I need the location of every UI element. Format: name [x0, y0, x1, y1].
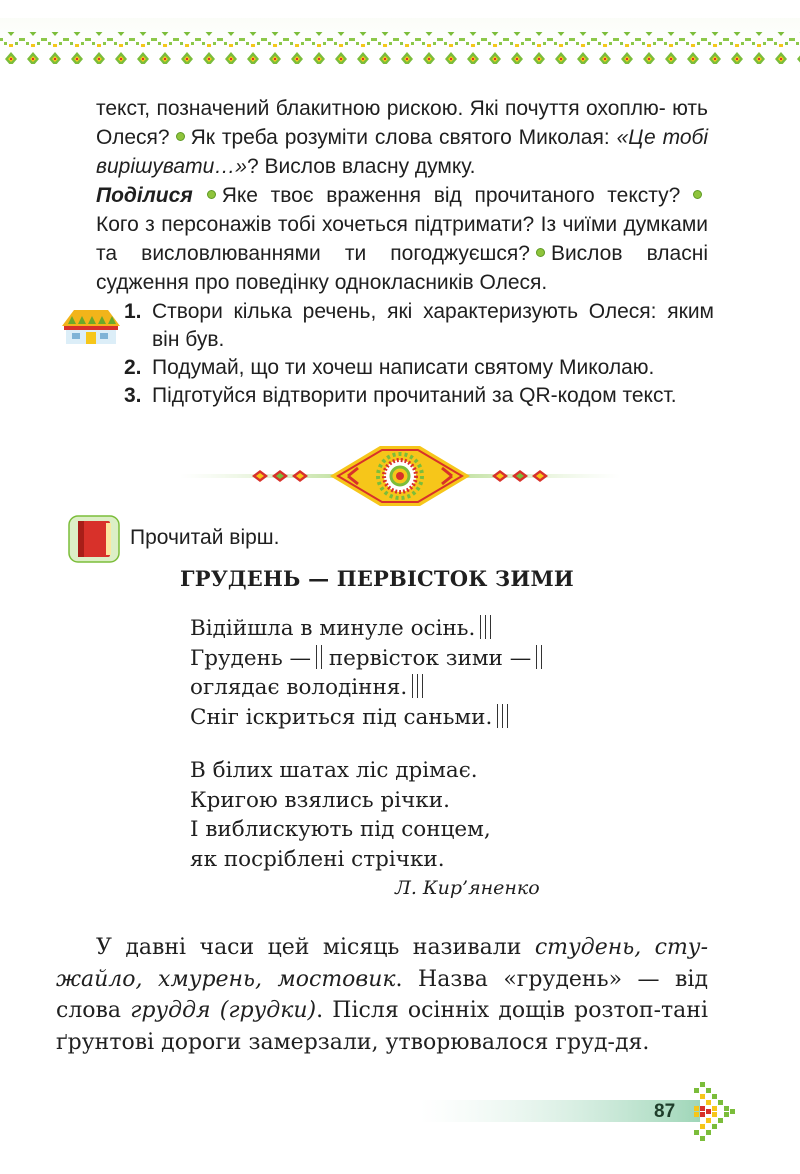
- pause-mark: [490, 615, 491, 639]
- page-number: 87: [654, 1101, 676, 1122]
- task-text: Створи кілька речень, які характеризують Олеся: яким він був.: [152, 300, 714, 351]
- poem-line: В білих шатах ліс дрімає.: [190, 758, 478, 783]
- poem-line: [190, 644, 610, 674]
- paragraph-text: . Назва «грудень» — від слова: [56, 966, 708, 1023]
- poem-line-text: Відійшла в минуле осінь.: [190, 616, 476, 641]
- poem-line: як посріблені стрічки.: [190, 846, 445, 872]
- discussion-line: текст, позначений блакитною рискою. Які почуття охоплю-: [96, 97, 666, 120]
- corner-ornament: [686, 1080, 746, 1144]
- task-number: 3.: [124, 384, 142, 407]
- task-item: [124, 354, 714, 382]
- paragraph-text: У давні часи цей місяць називали: [96, 935, 535, 960]
- task-text: Подумай, що ти хочеш написати святому Миколаю.: [152, 356, 655, 379]
- bullet-dot-icon: [693, 190, 702, 199]
- info-paragraph: [56, 932, 708, 1058]
- task-item: [124, 298, 714, 354]
- pause-mark: [497, 704, 498, 728]
- quote-text: «Це тобі вирішувати…»: [96, 126, 708, 178]
- paragraph-italic: груддя (грудки): [130, 998, 317, 1023]
- book-icon: [68, 515, 120, 563]
- pause-mark: [417, 674, 418, 698]
- bullet-dot-icon: [207, 190, 216, 199]
- poem-line-text: оглядає володіння.: [190, 675, 408, 700]
- pause-mark: [321, 645, 322, 669]
- question-text: Яке твоє враження від прочитаного тексту?: [221, 184, 681, 207]
- discussion-line: ють Олеся?: [96, 97, 708, 149]
- poem-line: [190, 673, 610, 703]
- poem-line-text: первісток зими —: [328, 645, 532, 671]
- poem-stanza-1: [190, 614, 610, 732]
- task-number: 2.: [124, 356, 142, 379]
- pause-mark: [480, 615, 481, 639]
- share-block: [96, 181, 708, 297]
- task-list: [124, 298, 714, 410]
- poem-line: [190, 703, 610, 733]
- question-text: Вислов власні судження про поведінку однокласників Олеся.: [96, 242, 708, 294]
- question-text: Кого з персонажів тобі хочеться підтримати? Із чиїми думками та висловлюваннями ти погоджуєшся?: [96, 213, 708, 265]
- poem-stanza-2: [190, 756, 610, 874]
- pause-mark: [412, 674, 413, 698]
- poem-line: [190, 614, 610, 644]
- pause-mark: [316, 645, 317, 669]
- task-text: Підготуйся відтворити прочитаний за QR-кодом текст.: [152, 384, 677, 407]
- pause-mark: [536, 645, 537, 669]
- homework-house-icon: [60, 306, 122, 346]
- paragraph-italic: студень, сту-жайло, хмурень, мостовик: [56, 935, 708, 992]
- bullet-dot-icon: [176, 132, 185, 141]
- pause-mark: [485, 615, 486, 639]
- poem-line-text: Сніг іскриться під саньми.: [190, 704, 493, 730]
- task-number: 1.: [124, 300, 142, 323]
- paragraph-text: . Після осінніх дощів розтоп-тані ґрунтові дороги замерзали, утворювалося груд-дя.: [56, 998, 708, 1055]
- task-item: [124, 382, 714, 410]
- pause-mark: [507, 704, 508, 728]
- poem-title: ГРУДЕНЬ — ПЕРВІСТОК ЗИМИ: [180, 566, 574, 591]
- share-label: Поділися: [96, 184, 193, 207]
- poem-line-text: Грудень —: [190, 645, 311, 671]
- decorative-border-top: [0, 18, 800, 72]
- poem-author: Л. Кир’яненко: [395, 877, 540, 899]
- pause-mark: [422, 674, 423, 698]
- poem-line: І виблискують під сонцем,: [190, 817, 491, 842]
- pause-mark: [541, 645, 542, 669]
- question-text: ? Вислов власну думку.: [246, 155, 476, 178]
- read-instruction: Прочитай вірш.: [130, 526, 280, 549]
- ornament-divider: [180, 440, 620, 512]
- question-text: Як треба розуміти слова святого Миколая:: [190, 126, 610, 149]
- discussion-block: [96, 94, 708, 181]
- poem-line: Кригою взялись річки.: [190, 787, 450, 813]
- pause-mark: [502, 704, 503, 728]
- bullet-dot-icon: [536, 248, 545, 257]
